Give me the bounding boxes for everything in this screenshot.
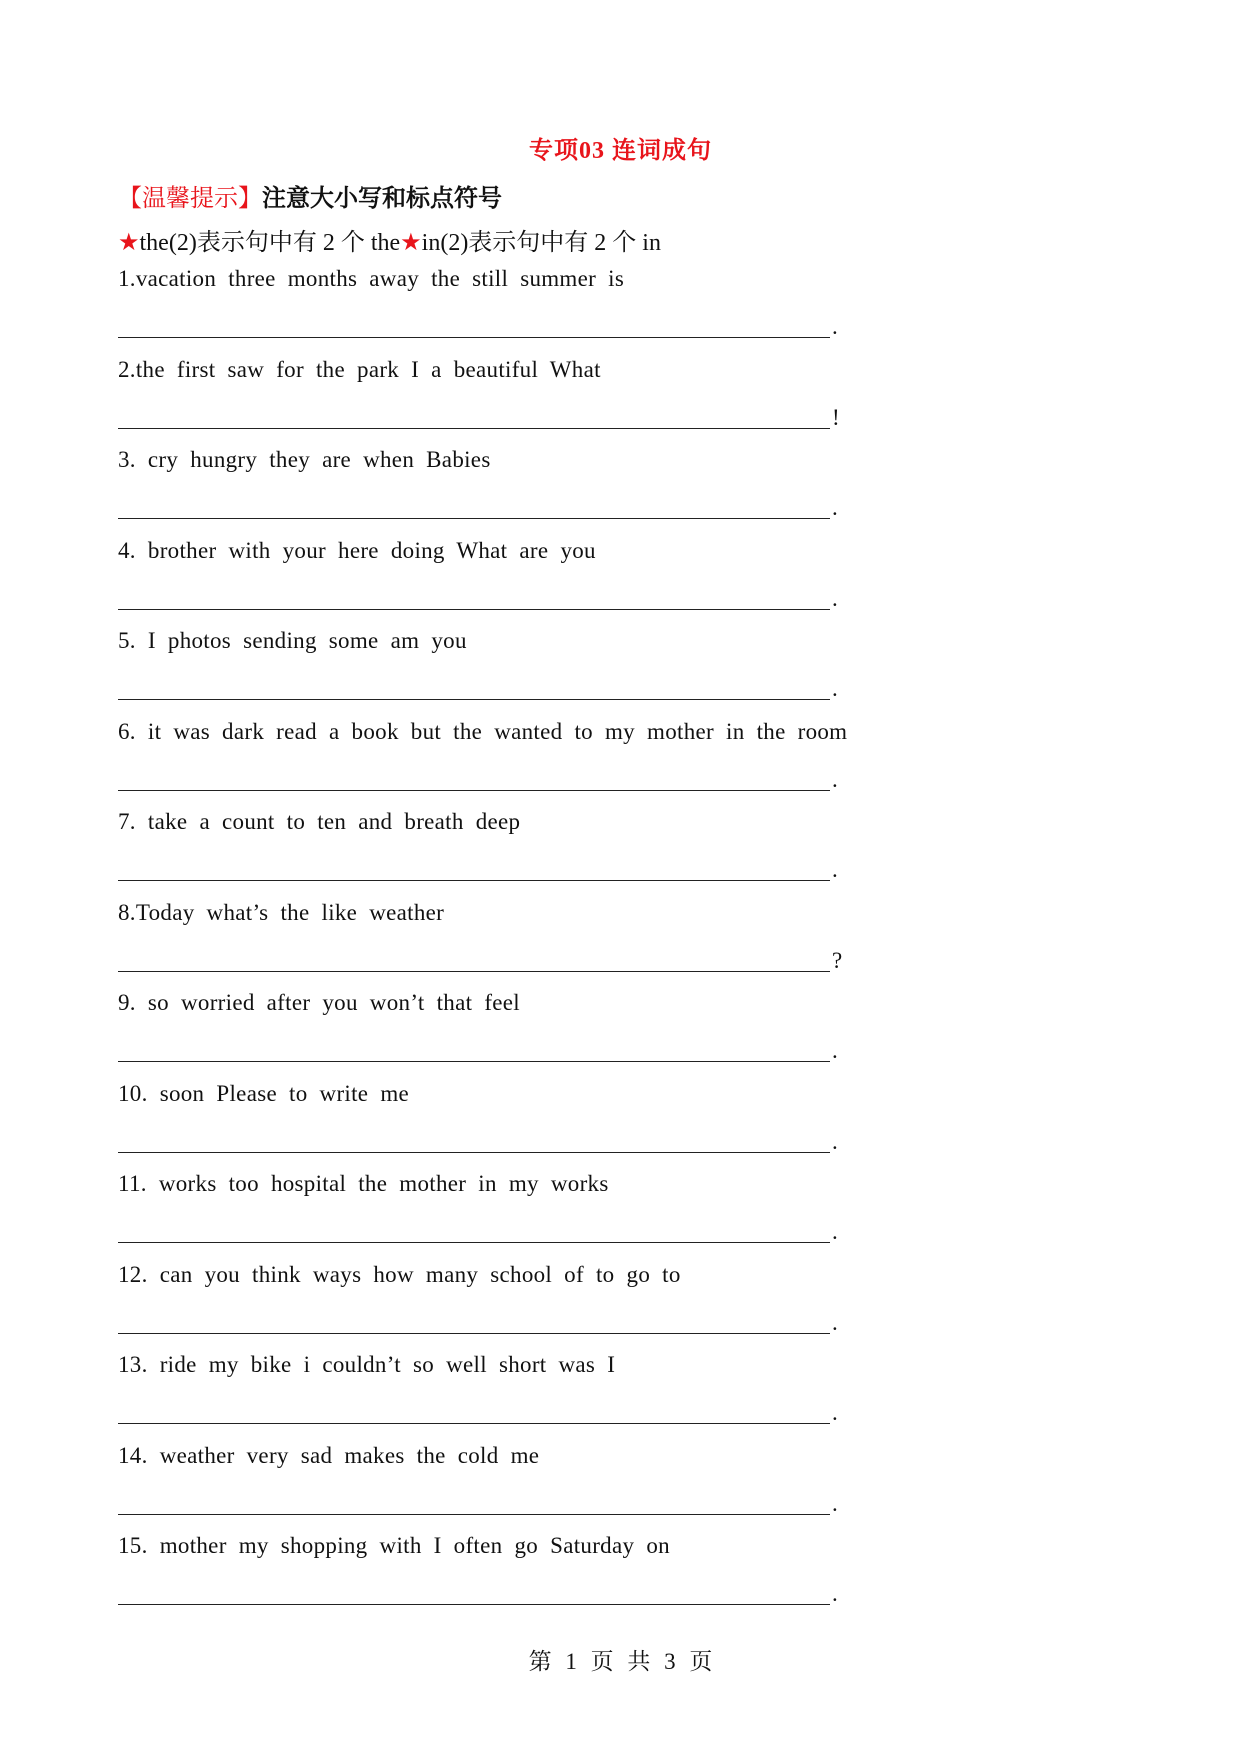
answer-blank[interactable] xyxy=(118,673,830,700)
answer-line-4[interactable] xyxy=(118,578,838,610)
end-punctuation: . xyxy=(832,676,838,701)
end-punctuation: . xyxy=(832,1309,838,1335)
question-5: 5. I photos sending some am you xyxy=(118,628,467,653)
answer-line-1[interactable] xyxy=(118,306,838,338)
answer-line-10[interactable] xyxy=(118,1121,838,1153)
question-6: 6. it was dark read a book but the wanted to my mother in the room xyxy=(118,718,848,744)
answer-line-11[interactable] xyxy=(118,1211,838,1243)
end-punctuation: ? xyxy=(832,947,843,973)
end-punctuation: . xyxy=(832,1400,838,1425)
question-7: 7. take a count to ten and breath deep xyxy=(118,809,521,834)
question-9: 9. so worried after you won’t that feel xyxy=(118,990,521,1015)
question-12: 12. can you think ways how many school of to go to xyxy=(118,1261,681,1287)
page-title: 专项03 连词成句 xyxy=(529,138,712,164)
answer-blank[interactable] xyxy=(118,311,830,338)
end-punctuation: . xyxy=(832,1128,838,1154)
answer-line-14[interactable] xyxy=(118,1483,838,1515)
answer-blank[interactable] xyxy=(118,492,830,519)
answer-line-9[interactable] xyxy=(118,1030,838,1062)
end-punctuation: . xyxy=(832,585,838,611)
tip-label: 【温馨提示】 xyxy=(118,186,262,212)
note-line xyxy=(118,222,661,257)
answer-line-15[interactable] xyxy=(118,1573,838,1605)
question-8: 8.Today what’s the like weather xyxy=(118,899,445,925)
tip-line xyxy=(118,178,502,213)
answer-line-13[interactable] xyxy=(118,1392,838,1424)
end-punctuation: ! xyxy=(832,404,840,430)
answer-blank[interactable] xyxy=(118,1216,830,1243)
end-punctuation: . xyxy=(832,1490,838,1516)
answer-line-7[interactable] xyxy=(118,849,838,881)
answer-blank[interactable] xyxy=(118,1307,830,1334)
question-1: 1.vacation three months away the still summer is xyxy=(118,266,625,291)
note-part2: in(2)表示句中有 2 个 in xyxy=(421,230,661,256)
answer-line-2[interactable] xyxy=(118,397,840,429)
tip-text: 注意大小写和标点符号 xyxy=(262,186,502,212)
note-part1: the(2)表示句中有 2 个 the xyxy=(139,230,401,256)
end-punctuation: . xyxy=(832,1219,838,1244)
end-punctuation: . xyxy=(832,766,838,792)
answer-blank[interactable] xyxy=(118,402,830,429)
question-2: 2.the first saw for the park I a beautiful What xyxy=(118,356,601,382)
answer-blank[interactable] xyxy=(118,583,830,610)
question-11: 11. works too hospital the mother in my works xyxy=(118,1171,609,1196)
answer-line-12[interactable] xyxy=(118,1302,838,1334)
question-3: 3. cry hungry they are when Babies xyxy=(118,447,491,472)
question-13: 13. ride my bike i couldn’t so well short was I xyxy=(118,1352,616,1377)
answer-line-3[interactable] xyxy=(118,487,838,519)
answer-blank[interactable] xyxy=(118,854,830,881)
answer-blank[interactable] xyxy=(118,1035,830,1062)
end-punctuation: . xyxy=(832,495,838,520)
star-icon: ★ xyxy=(118,230,140,256)
question-15: 15. mother my shopping with I often go Saturday on xyxy=(118,1533,670,1558)
end-punctuation: . xyxy=(832,314,838,339)
page-footer: 第 1 页 共 3 页 xyxy=(528,1649,713,1674)
question-4: 4. brother with your here doing What are you xyxy=(118,537,596,563)
answer-line-5[interactable] xyxy=(118,668,838,700)
answer-blank[interactable] xyxy=(118,764,830,791)
answer-blank[interactable] xyxy=(118,1397,830,1424)
answer-blank[interactable] xyxy=(118,1578,830,1605)
question-10: 10. soon Please to write me xyxy=(118,1080,410,1106)
end-punctuation: . xyxy=(832,1581,838,1606)
answer-blank[interactable] xyxy=(118,945,830,972)
end-punctuation: . xyxy=(832,1038,838,1063)
star-icon: ★ xyxy=(400,230,422,256)
question-14: 14. weather very sad makes the cold me xyxy=(118,1442,540,1468)
end-punctuation: . xyxy=(832,857,838,882)
answer-blank[interactable] xyxy=(118,1126,830,1153)
answer-line-8[interactable] xyxy=(118,940,842,972)
answer-line-6[interactable] xyxy=(118,759,838,791)
answer-blank[interactable] xyxy=(118,1488,830,1515)
